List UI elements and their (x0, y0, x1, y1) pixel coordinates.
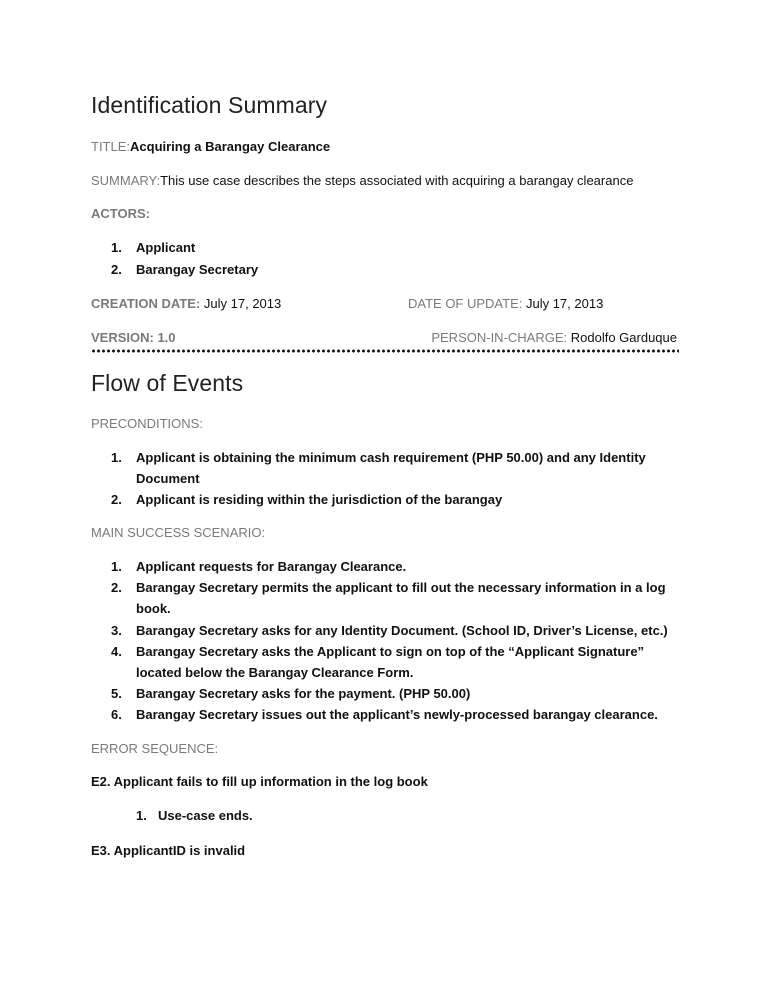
list-item-text: Use-case ends. (158, 808, 253, 823)
identification-heading: Identification Summary (91, 92, 328, 118)
list-item-text-continuation: located below the Barangay Clearance Form. (136, 665, 414, 680)
update-date-line (408, 296, 603, 311)
flow-heading: Flow of Events (91, 370, 244, 396)
creation-date-value: July 17, 2013 (200, 296, 282, 311)
list-item-number: 2. (111, 262, 122, 277)
person-in-charge-value: Rodolfo Garduque (567, 330, 677, 345)
list-item-text: Applicant (136, 240, 196, 255)
version-line (91, 330, 176, 345)
title-value: Acquiring a Barangay Clearance (130, 139, 331, 154)
list-item-text: Barangay Secretary permits the applicant to fill out the necessary information in a log (136, 580, 666, 595)
e2-title: E2. Applicant fails to fill up information in the log book (91, 774, 428, 789)
actors-label: ACTORS: (91, 206, 150, 221)
preconditions-line (91, 416, 203, 431)
list-item-number: 5. (111, 686, 122, 701)
update-date-label: DATE OF UPDATE: (408, 296, 523, 311)
title-line (91, 139, 330, 154)
list-item-number: 4. (111, 644, 122, 659)
summary-label: SUMMARY: (91, 173, 161, 188)
list-item-text-continuation: Document (136, 471, 200, 486)
list-item-number: 1. (136, 808, 147, 823)
creation-date-line (91, 296, 281, 311)
actors-line (91, 206, 150, 221)
e2-title-line (91, 774, 428, 789)
title-label: TITLE: (91, 139, 131, 154)
error-sequence-label: ERROR SEQUENCE: (91, 741, 219, 756)
main-scenario-line (91, 525, 265, 540)
creation-date-label: CREATION DATE: (91, 296, 201, 311)
list-item-number: 1. (111, 559, 122, 574)
list-item-number: 2. (111, 580, 122, 595)
e3-title-line (91, 843, 245, 858)
dotted-divider (91, 349, 679, 353)
list-item-text: Applicant requests for Barangay Clearance. (136, 559, 407, 574)
list-item-number: 1. (111, 450, 122, 465)
version-label: VERSION: 1.0 (91, 330, 176, 345)
list-item-text: Applicant is residing within the jurisdiction of the barangay (136, 492, 503, 507)
summary-line (91, 173, 633, 188)
list-item-text: Barangay Secretary issues out the applicant’s newly-processed barangay clearance. (136, 707, 658, 722)
list-item-number: 2. (111, 492, 122, 507)
main-scenario-label: MAIN SUCCESS SCENARIO: (91, 525, 266, 540)
person-in-charge-line (431, 330, 677, 345)
summary-value: This use case describes the steps associated with acquiring a barangay clearance (160, 173, 634, 188)
list-item-text: Barangay Secretary asks for any Identity Document. (School ID, Driver’s License, etc.) (136, 623, 668, 638)
preconditions-label: PRECONDITIONS: (91, 416, 203, 431)
list-item-text-continuation: book. (136, 601, 171, 616)
error-sequence-line (91, 741, 218, 756)
list-item-number: 6. (111, 707, 122, 722)
person-in-charge-label: PERSON-IN-CHARGE: (431, 330, 568, 345)
list-item-text: Barangay Secretary (136, 262, 259, 277)
list-item-number: 1. (111, 240, 122, 255)
e3-title: E3. ApplicantID is invalid (91, 843, 246, 858)
list-item-text: Barangay Secretary asks the Applicant to sign on top of the “Applicant Signature” (136, 644, 645, 659)
list-item-text: Applicant is obtaining the minimum cash requirement (PHP 50.00) and any Identity (136, 450, 646, 465)
update-date-value: July 17, 2013 (522, 296, 604, 311)
list-item-text: Barangay Secretary asks for the payment. (PHP 50.00) (136, 686, 471, 701)
list-item-number: 3. (111, 623, 122, 638)
